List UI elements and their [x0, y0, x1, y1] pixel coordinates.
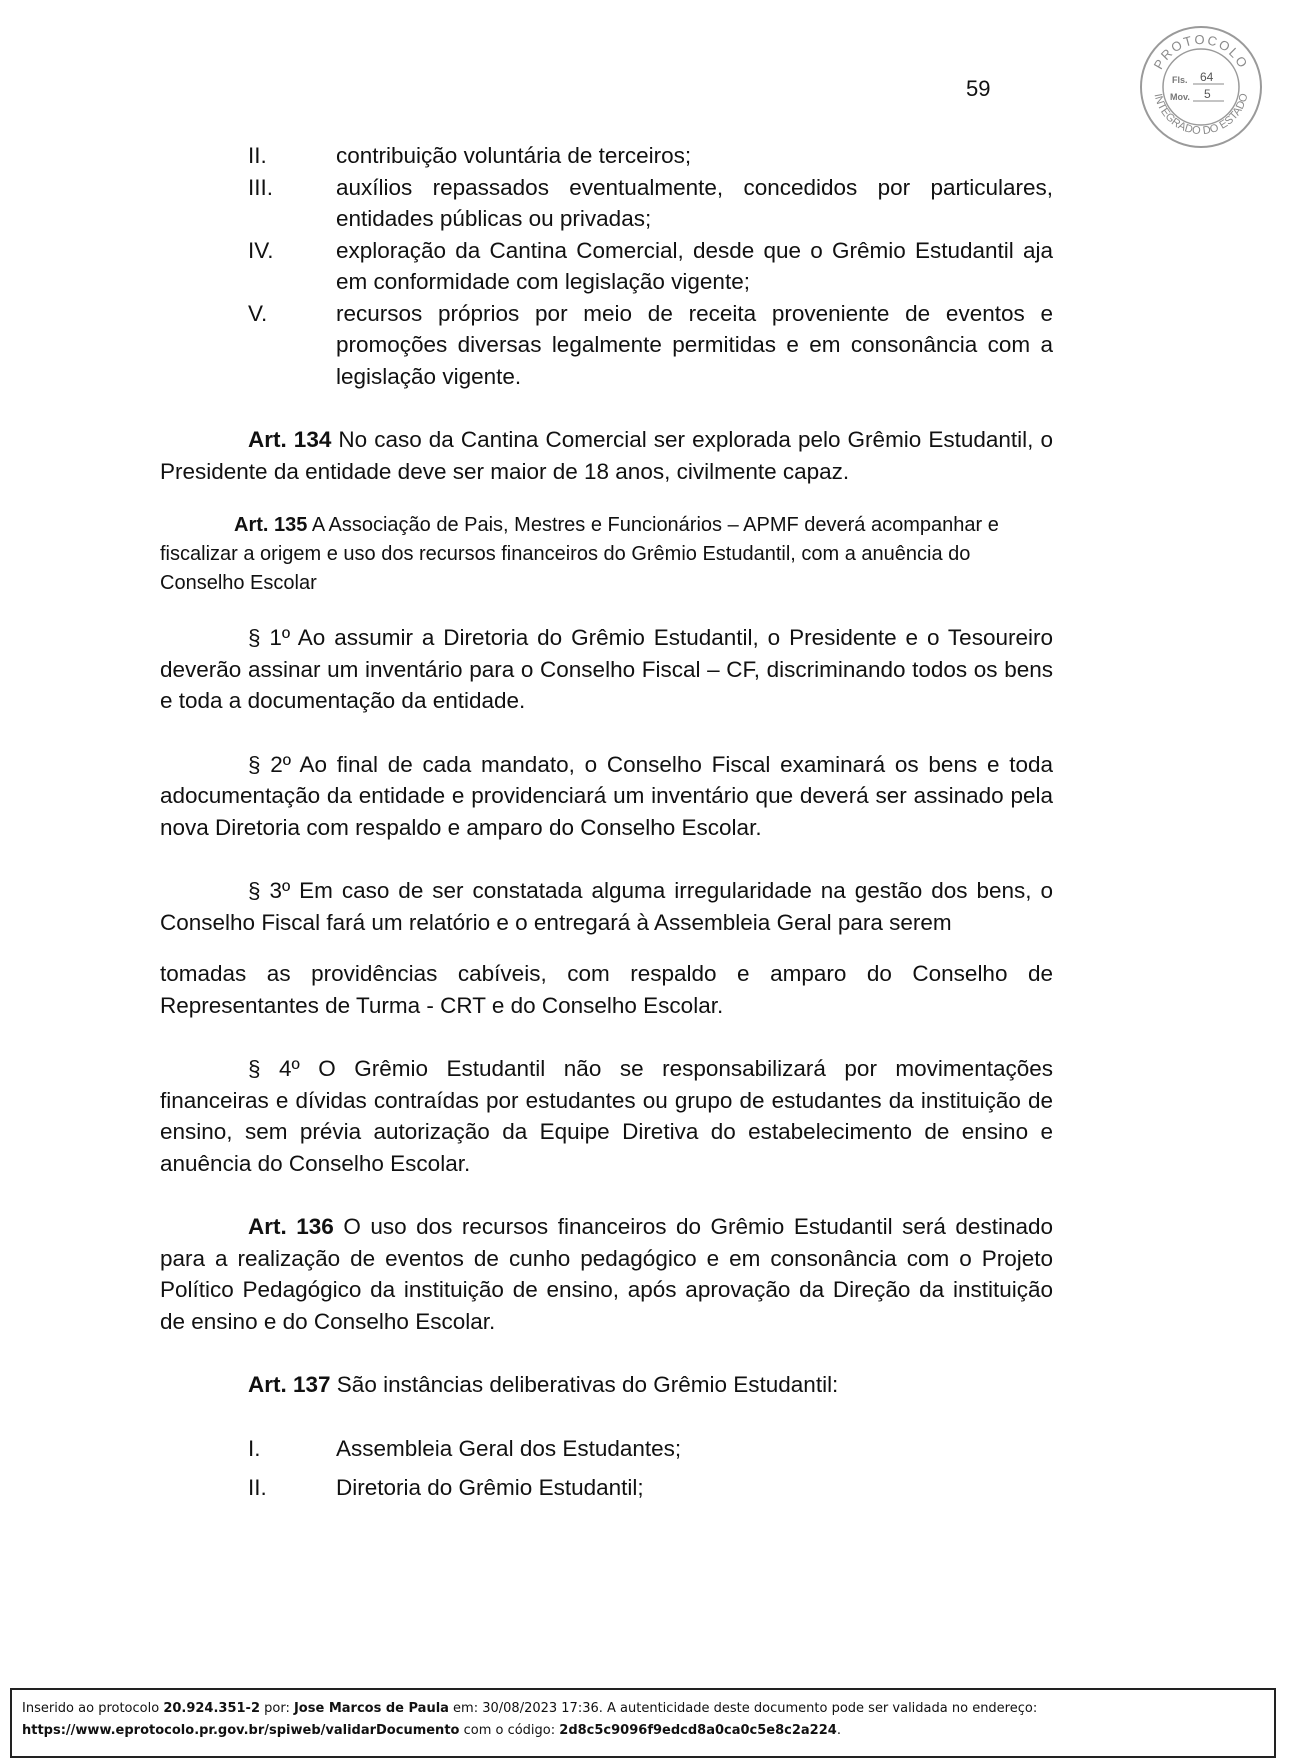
validation-code: 2d8c5c9096f9edcd8a0ca0c5e8c2a224: [559, 1723, 837, 1738]
svg-text:INTEGRADO DO ESTADO: [1152, 92, 1251, 137]
list-text: Assembleia Geral dos Estudantes;: [336, 1435, 682, 1461]
protocol-footer: [10, 1688, 1276, 1758]
footer-text: por:: [260, 1701, 294, 1716]
list-item: [160, 172, 1053, 235]
article-text: A Associação de Pais, Mestres e Funcionários – APMF deverá acompanhar e fiscalizar a origem e uso dos recursos financeiros do Grêmio Estudantil, com a anuência do Conselho Escolar: [160, 514, 999, 594]
list-text: exploração da Cantina Comercial, desde que o Grêmio Estudantil aja em conformidade com legislação vigente;: [336, 237, 1053, 294]
list-number: I.: [248, 1435, 261, 1461]
list-number: III.: [248, 174, 274, 200]
footer-text: Inserido ao protocolo: [22, 1701, 164, 1716]
footer-text: .: [836, 1723, 841, 1738]
article-text: São instâncias deliberativas do Grêmio Estudantil:: [330, 1372, 839, 1397]
list-text: Diretoria do Grêmio Estudantil;: [336, 1475, 644, 1500]
list-item: [160, 235, 1053, 298]
paragraph-3: § 3º Em caso de ser constatada alguma irregularidade na gestão dos bens, o Conselho Fiscal fará um relatório e o entregará à Assembleia Geral para serem: [160, 878, 1053, 935]
article-label: Art. 136: [248, 1214, 334, 1239]
list-number: IV.: [248, 237, 274, 263]
article-136: [160, 1211, 1053, 1337]
footer-text: com o código:: [459, 1723, 560, 1738]
stamp-bottom-text: INTEGRADO DO ESTADO: [1151, 92, 1251, 138]
list-text: recursos próprios por meio de receita proveniente de eventos e promoções diversas legalmente permitidas e em consonância com a legislação vigente.: [336, 300, 1053, 389]
author-name: Jose Marcos de Paula: [293, 1701, 449, 1716]
stamp-fls-value: 64: [1200, 70, 1214, 84]
stamp-mov-value: 5: [1204, 87, 1211, 101]
protocol-number: 20.924.351-2: [163, 1701, 260, 1716]
article-134: [160, 424, 1053, 487]
footer-text: em: 30/08/2023 17:36. A autenticidade deste documento pode ser validada no endereço:: [448, 1701, 1038, 1716]
footer-line-1: [22, 1698, 1264, 1720]
list-number: II.: [248, 143, 267, 168]
stamp-fls-label: Fls.: [1172, 75, 1188, 85]
article-137: [160, 1369, 1053, 1401]
protocol-stamp: [1138, 24, 1264, 150]
article-text: No caso da Cantina Comercial ser explorada pelo Grêmio Estudantil, o Presidente da entidade deve ser maior de 18 anos, civilmente capaz.: [160, 427, 1053, 484]
document-body: [160, 140, 1053, 1504]
list-text: contribuição voluntária de terceiros;: [336, 143, 692, 168]
article-135: [160, 511, 1053, 598]
list-item: [160, 1472, 1053, 1504]
stamp-mov-label: Mov.: [1170, 92, 1190, 102]
list-number: V.: [248, 300, 268, 326]
paragraph-3-continued: tomadas as providências cabíveis, com respaldo e amparo do Conselho de Representantes de Turma - CRT e do Conselho Escolar.: [160, 961, 1053, 1018]
stamp-top-text: PROTOCOLO: [1150, 31, 1252, 72]
list-item: [160, 298, 1053, 393]
article-text: O uso dos recursos financeiros do Grêmio Estudantil será destinado para a realização de eventos de cunho pedagógico e em consonância com o Projeto Político Pedagógico da instituição de ensino, após aprovação da Direção da instituição de ensino e do Conselho Escolar.: [160, 1214, 1053, 1334]
footer-line-2: [22, 1720, 1264, 1742]
list-item: [160, 1433, 1053, 1465]
paragraph-1: § 1º Ao assumir a Diretoria do Grêmio Estudantil, o Presidente e o Tesoureiro deverão assinar um inventário para o Conselho Fiscal – CF, discriminando todos os bens e toda a documentação da entidade.: [160, 625, 1053, 713]
list-number: II.: [248, 1475, 267, 1500]
validation-link[interactable]: https://www.eprotocolo.pr.gov.br/spiweb/validarDocumento: [22, 1723, 460, 1738]
list-text: auxílios repassados eventualmente, concedidos por particulares, entidades públicas ou privadas;: [336, 174, 1053, 231]
paragraph-4: § 4º O Grêmio Estudantil não se responsabilizará por movimentações financeiras e dívidas contraídas por estudantes ou grupo de estudantes da instituição de ensino, sem prévia autorização da Equipe Diretiva do estabelecimento de ensino e anuência do Conselho Escolar.: [160, 1056, 1053, 1176]
list-item: [160, 140, 1053, 172]
article-label: Art. 135: [234, 514, 308, 536]
page-number: 59: [966, 76, 991, 101]
article-label: Art. 137: [248, 1372, 331, 1397]
paragraph-2: § 2º Ao final de cada mandato, o Conselho Fiscal examinará os bens e toda adocumentação da entidade e providenciará um inventário que deverá ser assinado pela nova Diretoria com respaldo e amparo do Conselho Escolar.: [160, 751, 1053, 840]
article-label: Art. 134: [248, 427, 332, 452]
